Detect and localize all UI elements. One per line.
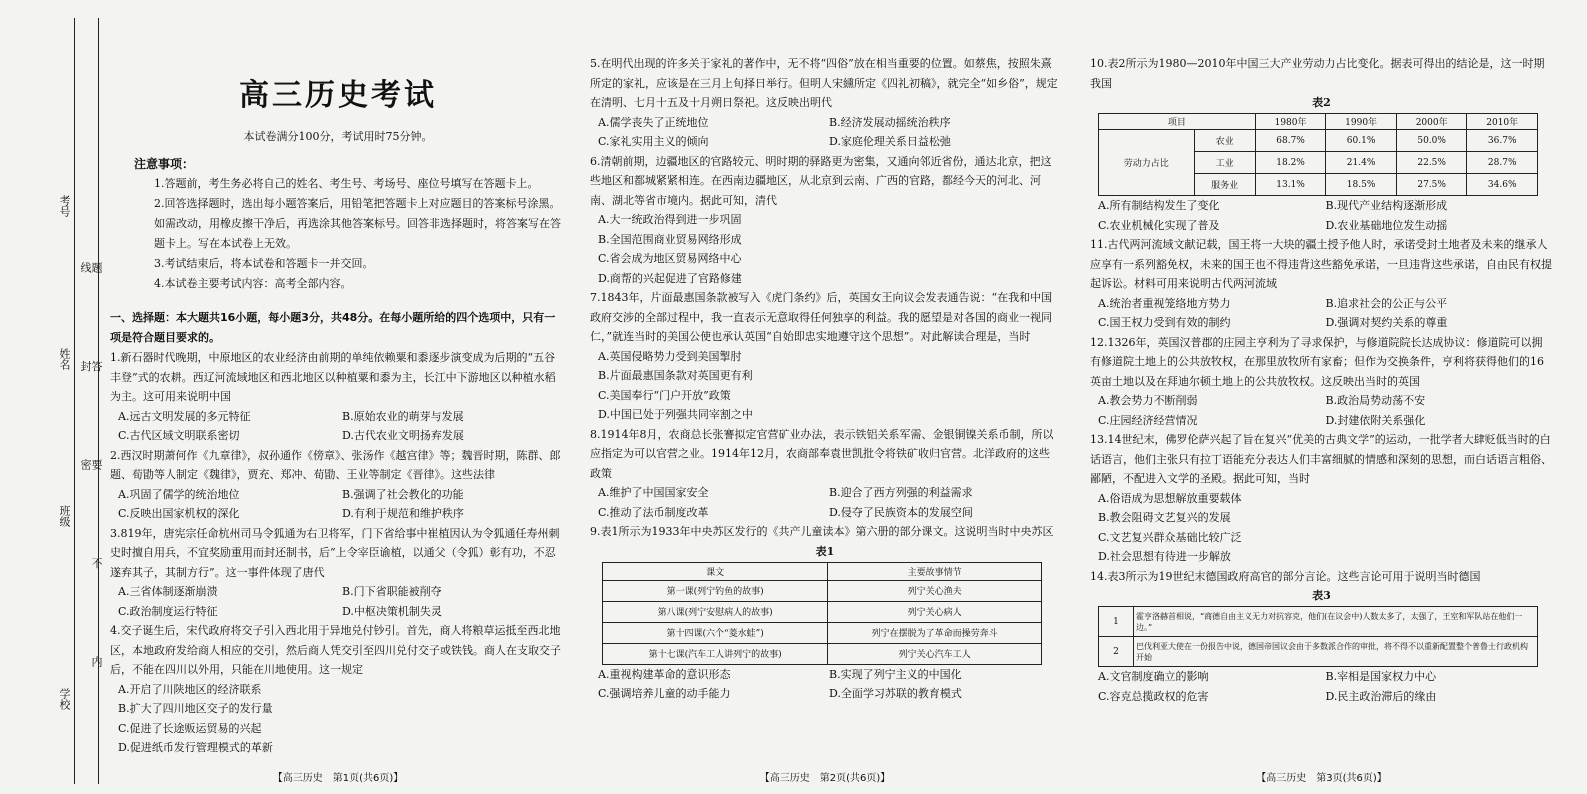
notice-item: 2.回答选择题时，选出每小题答案后，用铅笔把答题卡上对应题目的答案标号涂黑。如需改动，用橡皮擦干净后，再选涂其他答案标号。回答非选择题时，将答案写在答题卡上。写在本试卷上无效。: [154, 197, 561, 250]
option: A.俗语成为思想解放重要载体: [1098, 491, 1242, 505]
option: B.政治局势动荡不安: [1325, 394, 1426, 407]
option: C.国王权力受到有效的制约: [1098, 316, 1231, 329]
label-school: 学校: [58, 688, 71, 710]
table-2: [1098, 113, 1538, 196]
table-caption: 表2: [1312, 96, 1331, 109]
option: B.宰相是国家权力中心: [1325, 670, 1437, 683]
table-header: 1980年: [1255, 114, 1326, 130]
table-cell: 36.7%: [1467, 130, 1538, 152]
table-cell: 68.7%: [1255, 130, 1326, 152]
table-cell: 列宁在摆脱为了革命而操劳奔斗: [828, 622, 1042, 643]
option: D.中国已处于列强共同宰割之中: [598, 408, 753, 421]
option: C.反映出国家机权的深化: [118, 507, 240, 520]
option: B.全国范围商业贸易网络形成: [598, 232, 742, 246]
options: [590, 210, 1060, 288]
option: A.开启了川陕地区的经济联系: [118, 682, 262, 696]
options: [590, 347, 1060, 425]
notice-block: [110, 154, 566, 294]
option: A.巩固了儒学的统治地位: [118, 487, 240, 501]
table-header: 2000年: [1396, 114, 1467, 130]
option: C.庄园经济经营情况: [1098, 413, 1198, 427]
binding-line-outer: [74, 18, 75, 784]
table-header: 项目: [1099, 114, 1256, 130]
question-stem: 7.1843年，片面最惠国条款被写入《虎门条约》后，英国女王向议会发表通告说：“在我和中国政府交涉的全部过程中，我一直表示无意取得任何独享的利益。我的愿望是对各国的商业一视同仁，”就连当时的美国公使也承认英国“自始即忠实地遵守这个思想”。对此解读合理是，当时: [590, 291, 1053, 343]
table-cell: 列宁关心渔夫: [828, 580, 1042, 601]
option: B.教会阻碍文艺复兴的发展: [1098, 511, 1231, 524]
option: B.片面最惠国条款对英国更有利: [598, 369, 753, 382]
options: [1090, 294, 1553, 333]
options: [590, 113, 1060, 152]
option: B.扩大了四川地区交子的发行量: [118, 702, 273, 715]
table-header: 1990年: [1326, 114, 1397, 130]
table-cell: 第十七课(汽车工人讲列宁的故事): [603, 643, 828, 664]
option: B.现代产业结构逐渐形成: [1325, 199, 1448, 212]
option: A.所有制结构发生了变化: [1098, 199, 1220, 212]
notice-item: 4.本试卷主要考试内容：高考全部内容。: [154, 277, 352, 290]
label-exam-no: 考号: [58, 195, 71, 217]
question-stem: 1.新石器时代晚期，中原地区的农业经济由前期的单纯依赖粟和黍逐步演变成为后期的“五谷丰登”式的农耕。西辽河流域地区和西北地区以种植粟和黍为主，长江中下游地区以种植水稻为主。这可用来说明中国: [110, 351, 556, 403]
table-cell: 霍亨洛赫首相说，“商德自由主义无力对抗容克，他们(在议会中)人数太多了，太强了，王室和军队站在他们一边。”: [1134, 607, 1538, 637]
option: A.统治者重视笼络地方势力: [1098, 296, 1231, 310]
table-cell: 22.5%: [1396, 152, 1467, 174]
label-name: 姓名: [58, 348, 71, 370]
question-stem: 11.古代两河流域文献记载，国王将一大块的疆土授予他人时，承诺受封土地者及未来的继承人应享有一系列豁免权，未来的国王也不得违背这些豁免承诺，一旦违背这些承诺，自由民有权提起诉讼。材料可用来说明古代两河流域: [1090, 238, 1552, 290]
page-3: [1090, 54, 1553, 706]
option: D.强调对契约关系的尊重: [1325, 316, 1448, 329]
exam-title: 高三历史考试: [239, 78, 437, 113]
question-stem: 3.819年，唐宪宗任命杭州司马令狐通为右卫将军，门下省给事中崔植因认为令狐通任寿州刺史时擅自用兵，不宜奖励重用而封还制书，后“上令宰臣谕植，以通父（令狐）彰有功，不忍遂弃其子，其制方行”。这一事件体现了唐代: [110, 526, 560, 579]
table-cell: 28.7%: [1467, 152, 1538, 174]
option: C.古代区域文明联系密切: [118, 429, 240, 442]
table-cell: 1: [1099, 607, 1134, 637]
question-stem: 6.清朝前期，边疆地区的官路较元、明时期的驿路更为密集，又通向邻近省份，通达北京，把这些地区和都城紧紧相连。在西南边疆地区，从北京到云南、广西的官路，都经今天的河北、河南、湖北等省市境内。据此可知，清代: [590, 154, 1052, 207]
question-list: [1090, 235, 1553, 706]
option: C.省会成为地区贸易网络中心: [598, 252, 742, 265]
option: A.大一统政治得到进一步巩固: [598, 213, 742, 226]
options: [590, 665, 1060, 704]
option: B.经济发展动摇统治秩序: [829, 115, 951, 129]
option: C.文艺复兴群众基础比较广泛: [1098, 530, 1242, 544]
table-cell: 第一课(列宁钓鱼的故事): [603, 580, 828, 601]
option: C.美国奉行“门户开放”政策: [598, 388, 731, 402]
option: C.促进了长途贩运贸易的兴起: [118, 721, 262, 735]
table-cell: 工业: [1194, 152, 1255, 174]
question-stem: 12.1326年，英国汉普郡的庄园主亨利为了寻求保护，与修道院院长达成协议：修道院可以拥有修道院土地上的公共放牧权，在那里放牧所有家畜；但作为交换条件，亨利将获得他们的16英亩土地以及在拜迪尔顿土地上的公共放牧权。这反映出当时的英国: [1090, 335, 1544, 388]
table-cell: 60.1%: [1326, 130, 1397, 152]
table-caption: 表3: [1312, 589, 1331, 602]
question-list: [110, 348, 566, 758]
options: [1090, 489, 1553, 567]
table-cell: 第十四课(六个“菱水蛙”): [603, 622, 828, 643]
options: [1090, 391, 1553, 430]
option: C.农业机械化实现了普及: [1098, 218, 1220, 232]
page-1: [110, 0, 566, 758]
table-cell: 27.5%: [1396, 174, 1467, 196]
option: A.教会势力不断削弱: [1098, 394, 1198, 407]
table-cell: 第八课(列宁安慰病人的故事): [603, 601, 828, 622]
option: D.社会思想有待进一步解放: [1098, 550, 1231, 563]
option: C.容克总揽政权的危害: [1098, 689, 1209, 703]
option: D.中枢决策机制失灵: [342, 604, 442, 618]
option: A.英国侵略势力受到美国掣肘: [598, 349, 742, 363]
table-3: [1098, 606, 1538, 667]
table-cell: 34.6%: [1467, 174, 1538, 196]
label-class: 班级: [58, 505, 71, 527]
table-header: 2010年: [1467, 114, 1538, 130]
binding-margin: [0, 0, 105, 794]
table-cell: 21.4%: [1326, 152, 1397, 174]
option: A.重视构建革命的意识形态: [598, 667, 731, 681]
options: [110, 582, 566, 621]
options: [1090, 667, 1553, 706]
table-header: 主要故事情节: [828, 562, 1042, 580]
table-caption: 表1: [815, 544, 835, 558]
exam-subtitle: 本试卷满分100分，考试用时75分钟。: [243, 130, 433, 143]
table-cell: 列宁关心病人: [828, 601, 1042, 622]
question-stem: 8.1914年8月，农商总长张謇拟定官营矿业办法，表示铁铝关系军需、金银铜镍关系币制，所以应指定为可以官营之业。1914年12月，农商部奉袁世凯批令将铁矿收归官营。北洋政府的这些政策: [590, 427, 1054, 480]
option: D.封建依附关系强化: [1325, 413, 1426, 427]
option: B.实现了列宁主义的中国化: [829, 667, 962, 681]
options: [1090, 196, 1553, 235]
option: D.农业基础地位发生动摇: [1325, 218, 1448, 232]
option: B.追求社会的公正与公平: [1325, 296, 1448, 310]
option: A.三省体制逐渐崩溃: [118, 585, 218, 598]
option: D.全面学习苏联的教育模式: [829, 687, 962, 700]
options: [110, 680, 566, 758]
question-stem: 10.表2所示为1980—2010年中国三大产业劳动力占比变化。据表可得出的结论是，这一时期我国: [1090, 57, 1545, 90]
table-cell: 列宁关心汽车工人: [828, 643, 1042, 664]
question-stem: 14.表3所示为19世纪末德国政府高官的部分言论。这些言论可用于说明当时德国: [1090, 569, 1481, 583]
option: C.强调培养儿童的动手能力: [598, 687, 731, 700]
option: B.门下省职能被削夺: [342, 585, 442, 598]
section-heading: 一、选择题：本大题共16小题，每小题3分，共48分。在每小题所给的四个选项中，只有一项是符合题目要求的。: [110, 311, 556, 344]
option: D.古代农业文明扬弃发展: [342, 429, 464, 442]
option: D.有利于规范和维护秩序: [342, 507, 464, 520]
option: C.推动了法币制度改革: [598, 505, 709, 519]
option: B.强调了社会教化的功能: [342, 487, 464, 501]
table-1: [602, 562, 1042, 665]
question-stem: 5.在明代出现的许多关于家礼的著作中，无不将“四俗”放在相当重要的位置。如蔡焦，按照朱熹所定的家礼，应该是在三月上旬择日举行。但明人宋纁所定《四礼初稿》，就完全“如乡俗”，规定在清明、七月十五及十月朔日祭祀。这反映出明代: [590, 57, 1058, 109]
page-2: [590, 54, 1060, 704]
options: [590, 483, 1060, 522]
table-cell: 2: [1099, 637, 1134, 667]
notice-title: 注意事项：: [134, 157, 195, 171]
option: A.维护了中国国家安全: [598, 486, 709, 499]
option: D.促进纸币发行管理模式的革新: [118, 741, 273, 754]
table-header: 课文: [603, 562, 828, 580]
table-cell: 巴伐利亚大使在一份报告中说，德国帝国议会由于多数派合作的审批，将不得不以重新配置整个普鲁士行政机构开始: [1134, 637, 1538, 667]
option: A.文官制度确立的影响: [1098, 670, 1209, 683]
question-stem: 9.表1所示为1933年中央苏区发行的《共产儿童读本》第六册的部分课文。这说明当时中央苏区: [590, 525, 1054, 538]
notice-item: 3.考试结束后，将本试卷和答题卡一并交回。: [154, 257, 374, 270]
table-cell: 18.5%: [1326, 174, 1397, 196]
question-stem: 4.交子诞生后，宋代政府将交子引入西北用于异地兑付钞引。首先，商人将粮草运抵至西北地区，本地政府发给商人相应的交引，然后商人凭交引至四川兑付交子或铁钱。商人在支取交子后，不能在四川以外用，只能在川地使用。这一规定: [110, 624, 561, 676]
table-cell: 18.2%: [1255, 152, 1326, 174]
option: B.迎合了西方列强的利益需求: [829, 486, 973, 499]
option: D.侵夺了民族资本的发展空间: [829, 505, 973, 519]
option: C.政治制度运行特征: [118, 604, 218, 618]
option: C.家礼实用主义的倾向: [598, 135, 709, 148]
option: A.儒学丧失了正统地位: [598, 115, 709, 129]
question-list: [590, 54, 1060, 704]
option: B.原始农业的萌芽与发展: [342, 409, 464, 423]
option: A.远古文明发展的多元特征: [118, 409, 251, 423]
options: [110, 485, 566, 524]
page-footer: 【高三历史 第1页(共6页)】: [272, 773, 404, 784]
table-cell: 13.1%: [1255, 174, 1326, 196]
option: D.民主政治滞后的缘由: [1325, 689, 1437, 703]
question-stem: 2.西汉时期萧何作《九章律》，叔孙通作《傍章》、张汤作《越宫律》等；魏晋时期，陈群、郎题、荀勖等人制定《魏律》，贾充、郑冲、荀勖、王业等制定《晋律》。这些法律: [110, 448, 561, 481]
question-stem: 13.14世纪末，佛罗伦萨兴起了旨在复兴“优美的古典文学”的运动，一批学者大肆贬低当时的白话语言，他们主张只有拉丁语能充分表达人们丰富细腻的情感和深刻的思想，而白话语言粗俗、鄙陋，不配进入文学的圣殿。据此可知，当时: [1090, 433, 1552, 485]
table-cell: 50.0%: [1396, 130, 1467, 152]
notice-item: 1.答题前，考生务必将自己的姓名、考生号、考场号、座位号填写在答题卡上。: [154, 177, 539, 190]
option: D.家庭伦理关系日益松弛: [829, 135, 951, 148]
page-footer: 【高三历史 第2页(共6页)】: [759, 773, 891, 784]
table-group-label: 劳动力占比: [1099, 130, 1195, 196]
table-cell: 农业: [1194, 130, 1255, 152]
option: D.商帮的兴起促进了官路修建: [598, 271, 742, 285]
page-footer: 【高三历史 第3页(共6页)】: [1256, 773, 1387, 784]
options: [110, 407, 566, 446]
table-cell: 服务业: [1194, 174, 1255, 196]
binding-warning: 题 答 要 不 内 线 封 密: [79, 262, 103, 709]
